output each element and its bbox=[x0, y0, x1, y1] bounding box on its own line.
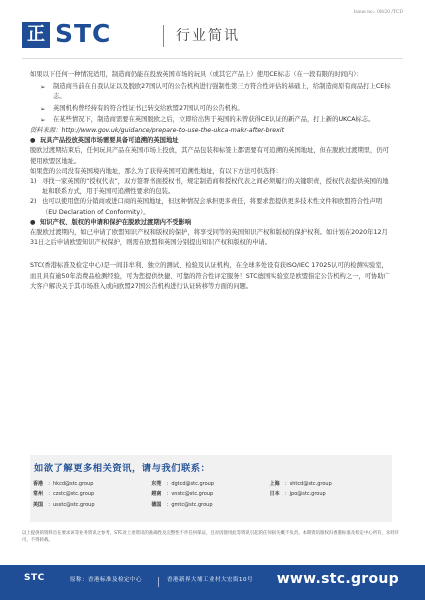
stc-logo-mark: 正 bbox=[22, 22, 50, 48]
about-stc-paragraph: STC(香港标准及检定中心)是一间非牟利、独立的测试、检验及认证机构，在全球多处设有获ISO/IEC 17025认可的检测实验室，而且具有逾50年消费品检测经验，可为您提供快捷、可靠的符合性评定服务！STC德国实验室是欧盟指定公告机构之一，可协助广大客户解决关于其市场准入或向欧盟27国公告机构进行认证转移等方面的问题。 bbox=[30, 262, 390, 290]
article-body bbox=[30, 70, 392, 292]
section1-paragraph: 如果您的公司没有英国境内地址，那么为了获得英国可追溯性地址，有以下方法可供选择： bbox=[30, 167, 282, 175]
issue-number: Issue no.: 08/20 /TCD bbox=[353, 10, 403, 15]
footer-bar bbox=[0, 565, 425, 600]
contact-entry[interactable]: 德国 ：gmtc@stc.group bbox=[151, 501, 213, 508]
footer-address: 香港新界大埔工业村大宏街10号 bbox=[167, 577, 253, 583]
list-item: ➢ 英国机构曾经持有的符合性证书已转交给欧盟27国认可的公告机构。 bbox=[40, 104, 244, 113]
stc-logo-text: STC bbox=[55, 19, 112, 48]
contact-grid bbox=[33, 478, 388, 510]
contact-entry[interactable]: 美国 ：usstc@stc.group bbox=[33, 501, 95, 508]
bullet-dot-icon: ● bbox=[30, 137, 36, 145]
section-title-ip: ● 知识产权、版权的申请和保护在脱欧过渡期内不受影响 bbox=[30, 218, 392, 228]
list-item: 2) 也可以使用您的分销商或进口商的英国地址，但这种情况会承担更多责任，将要求您提供更多技术性文件和欧盟符合性声明（EU Declaration of Conformity）。 bbox=[30, 198, 383, 216]
list-item: ➢ 制造商当前在自我认证以及脱欧27国认可的公告机构进行强制性第三方符合性评估的基础上，给制造商原有商品打上CE标志。 bbox=[40, 83, 391, 101]
footer-divider bbox=[158, 577, 159, 587]
footer-website-link[interactable]: www.stc.group bbox=[276, 571, 399, 587]
contact-entry[interactable]: 日本 ：jpo@stc.group bbox=[269, 491, 326, 498]
footer-org-name: 原称：香港标准及检定中心 bbox=[70, 577, 143, 583]
intro-paragraph: 如果以下任何一种情况适用，制造商仍能在投放英国市场的玩具（或其它产品上）使用CE标志（在一段有限的时间内）： bbox=[30, 71, 363, 78]
contact-entry[interactable]: 香港 ：hkcd@stc.group bbox=[33, 480, 94, 487]
contact-row bbox=[33, 489, 388, 500]
source-link[interactable]: 资料来源：http://www.gov.uk/guidance/prepare-to-use-the-ukca-makr-after-brexit bbox=[30, 127, 285, 135]
list-item: 1) 寻找一家英国的“授权代表”，双方签署书面授权书，规定制造商和授权代表之间必须履行的关键职责，授权代表提供英国的地址和联系方式，用于英国可追溯性要求的包装。 bbox=[30, 178, 389, 196]
arrow-bullet-icon: ➢ bbox=[40, 83, 46, 92]
header-bar bbox=[22, 16, 403, 59]
contact-row bbox=[33, 478, 388, 489]
section-title-uk-address: ● 玩具产品投放英国市场需要具备可追溯的英国地址 bbox=[30, 136, 392, 146]
bullet-dot-icon: ● bbox=[30, 218, 36, 226]
arrow-bullet-icon: ➢ bbox=[40, 115, 46, 124]
numbered-list bbox=[30, 177, 392, 218]
arrow-bullet-icon: ➢ bbox=[40, 104, 46, 113]
header-divider bbox=[163, 25, 164, 47]
contact-entry bbox=[270, 501, 388, 507]
contact-entry[interactable]: 常州 ：czstc@stc.group bbox=[33, 491, 95, 498]
contact-entry[interactable]: 越南 ：vnstc@stc.group bbox=[151, 491, 214, 498]
contact-entry[interactable]: 上海 ：shtcd@stc.group bbox=[269, 480, 332, 487]
disclaimer-text: 以上提供的资料旨在要求该等业务资讯之参考，STC对上述资讯的准确性及完整性不作任何保证，且对因使用此等资讯引起的任何损失概不负责。本期资讯版权归香港标准及检定中心所有，未经许可，不得转载。 bbox=[22, 531, 400, 543]
list-item: ➢ 在某些情况下，制造商需要在英国脱欧之后，立即给出售于英国的未曾获得CE认证的新产品，打上新的UKCA标志。 bbox=[40, 115, 375, 124]
page-title: 行业简讯 bbox=[176, 28, 240, 44]
contact-row bbox=[33, 499, 388, 510]
contact-entry[interactable]: 东莞 ：dgtcd@stc.group bbox=[151, 480, 214, 487]
section2-paragraph: 在脱欧过渡期内，如已申请了欧盟知识产权和版权的保护，将享受同等的英国知识产权和版权的保护权利。如计划在2020年12月31日之后申请欧盟知识产权保护，则需在欧盟和英国分别提出知识产权和版权的申请。 bbox=[30, 229, 388, 247]
ce-bullet-list bbox=[40, 82, 392, 125]
contact-box bbox=[30, 455, 392, 522]
contact-title: 如欲了解更多相关资讯，请与我们联系： bbox=[34, 463, 211, 474]
section1-paragraph: 脱欧过渡期结束后，任何玩具产品在英国市场上投放，其产品包装和标签上都需要有可追溯的英国地址，但在脱欧过渡期里，仍可使用欧盟区地址。 bbox=[30, 147, 389, 165]
footer-logo: STC bbox=[24, 573, 45, 583]
